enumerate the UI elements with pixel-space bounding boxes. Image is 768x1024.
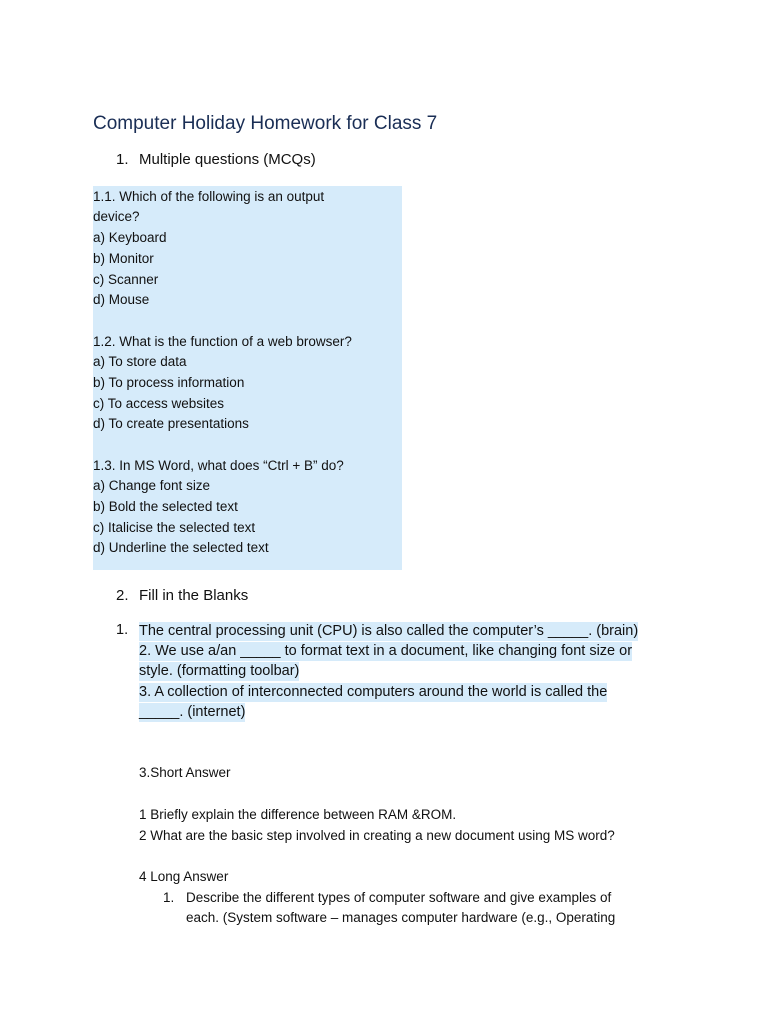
mcq-line: d) Underline the selected text: [93, 540, 269, 555]
mcq-line: a) Change font size: [93, 478, 211, 493]
document-title: Computer Holiday Homework for Class 7: [93, 113, 438, 134]
section-long-answer-heading: 4 Long Answer: [139, 869, 229, 884]
long-answer-question: each. (System software – manages computer hardware (e.g., Operating: [186, 910, 616, 925]
mcq-line: b) To process information: [93, 375, 245, 390]
section-heading-text: Fill in the Blanks: [139, 587, 249, 604]
highlighted-text: style. (formatting toolbar): [139, 663, 300, 679]
fill-blank-line: [139, 642, 632, 660]
short-answer-question: 1 Briefly explain the difference between RAM &ROM.: [139, 807, 457, 822]
mcq-line: 1.2. What is the function of a web browser?: [93, 334, 352, 349]
list-number: 1.: [116, 622, 129, 638]
fill-blank-line: [139, 683, 607, 701]
mcq-line: a) To store data: [93, 354, 187, 369]
mcq-line: c) Scanner: [93, 272, 159, 287]
mcq-line: c) To access websites: [93, 396, 225, 411]
section-number: 1.: [116, 151, 129, 168]
highlighted-text: 3. A collection of interconnected computers around the world is called the: [139, 684, 608, 700]
long-answer-question: Describe the different types of computer software and give examples of: [186, 890, 612, 905]
highlighted-text: The central processing unit (CPU) is also called the computer’s _____. (brain): [139, 623, 639, 639]
mcq-line: b) Bold the selected text: [93, 499, 238, 514]
mcq-line: d) Mouse: [93, 292, 150, 307]
mcq-line: d) To create presentations: [93, 416, 249, 431]
highlighted-text: _____. (internet): [139, 704, 246, 720]
long-answer-item-number: 1.: [163, 890, 175, 905]
mcq-line: c) Italicise the selected text: [93, 520, 256, 535]
fill-blank-line: [139, 703, 245, 721]
section-number: 2.: [116, 587, 129, 604]
highlighted-text: 2. We use a/an _____ to format text in a document, like changing font size or: [139, 643, 633, 659]
mcq-line: device?: [93, 209, 140, 224]
short-answer-question: 2 What are the basic step involved in creating a new document using MS word?: [139, 828, 615, 843]
section-short-answer-heading: 3.Short Answer: [139, 765, 231, 780]
mcq-line: b) Monitor: [93, 251, 154, 266]
mcq-line: 1.3. In MS Word, what does “Ctrl + B” do?: [93, 458, 344, 473]
section-heading-text: Multiple questions (MCQs): [139, 151, 316, 168]
mcq-line: 1.1. Which of the following is an output: [93, 189, 325, 204]
fill-blank-line: [139, 622, 638, 640]
fill-blank-line: [139, 662, 299, 680]
mcq-line: a) Keyboard: [93, 230, 167, 245]
